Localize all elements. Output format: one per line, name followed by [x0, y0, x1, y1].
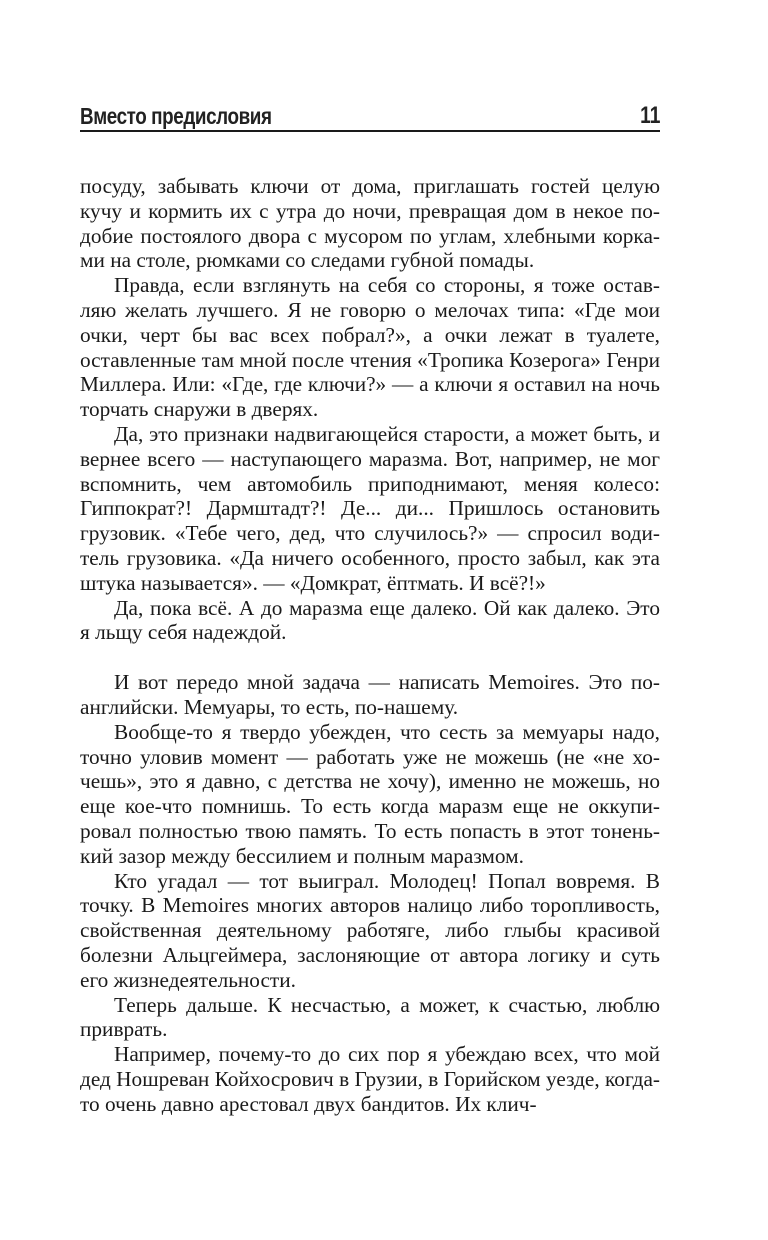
body-text: [80, 174, 660, 1116]
running-head-title: Вместо предисловия: [80, 103, 272, 129]
paragraph: Теперь дальше. К несчастью, а может, к счастью, люблю приврать.: [80, 992, 660, 1042]
paragraph: Вообще-то я твердо убежден, что сесть за мемуары надо, точно уловив момент — работать уже не можешь (не «не хочешь», это я давно, с детства не хочу), именно не можешь, но еще кое-что помнишь. То есть когда маразм еще не оккупировал полностью твою память. То есть попасть в этот тоненький зазор между бессилием и полным маразмом.: [80, 719, 660, 868]
paragraph: Да, это признаки надвигающейся старости, а может быть, и вернее всего — наступающего маразма. Вот, например, не мог вспомнить, чем автомобиль приподнимают, меняя колесо: Гиппократ?! Дармштадт?! Де... ди... Пришлось остановить грузовик. «Тебе чего, дед, что случилось?» — спросил водитель грузовика. «Да ничего особенного, просто забыл, как эта штука называется». — «Домкрат, ёптмать. И всё?!»: [80, 421, 660, 595]
paragraph: Например, почему-то до сих пор я убеждаю всех, что мой дед Ношреван Койхосрович в Грузии, в Горийском уезде, когда-то очень давно арестовал двух бандитов. Их клич-: [80, 1042, 660, 1116]
running-head: [80, 100, 660, 132]
paragraph: Правда, если взглянуть на себя со стороны, я тоже оставляю желать лучшего. Я не говорю о мелочах типа: «Где мои очки, черт бы вас всех побрал?», а очки лежат в туалете, оставленные там мной после чтения «Тропика Козерога» Генри Миллера. Или: «Где, где ключи?» — а ключи я оставил на ночь торчать снаружи в дверях.: [80, 273, 660, 422]
paragraph: посуду, забывать ключи от дома, приглашать гостей целую кучу и кормить их с утра до ночи, превращая дом в некое подобие постоялого двора с мусором по углам, хлебными корками на столе, рюмками со следами губной помады.: [80, 174, 660, 273]
paragraph: И вот передо мной задача — написать Memoires. Это по-английски. Мемуары, то есть, по-нашему.: [80, 670, 660, 719]
paragraph: Кто угадал — тот выиграл. Молодец! Попал вовремя. В точку. В Memoires многих авторов налицо либо торопливость, свойственная деятельному работяге, либо глыбы красивой болезни Альцгеймера, заслоняющие от автора логику и суть его жизнедеятельности.: [80, 868, 660, 992]
page-number: 11: [639, 102, 660, 129]
book-page: [80, 100, 660, 1116]
paragraph: Да, пока всё. А до маразма еще далеко. Ой как далеко. Это я льщу себя надеждой.: [80, 595, 660, 645]
